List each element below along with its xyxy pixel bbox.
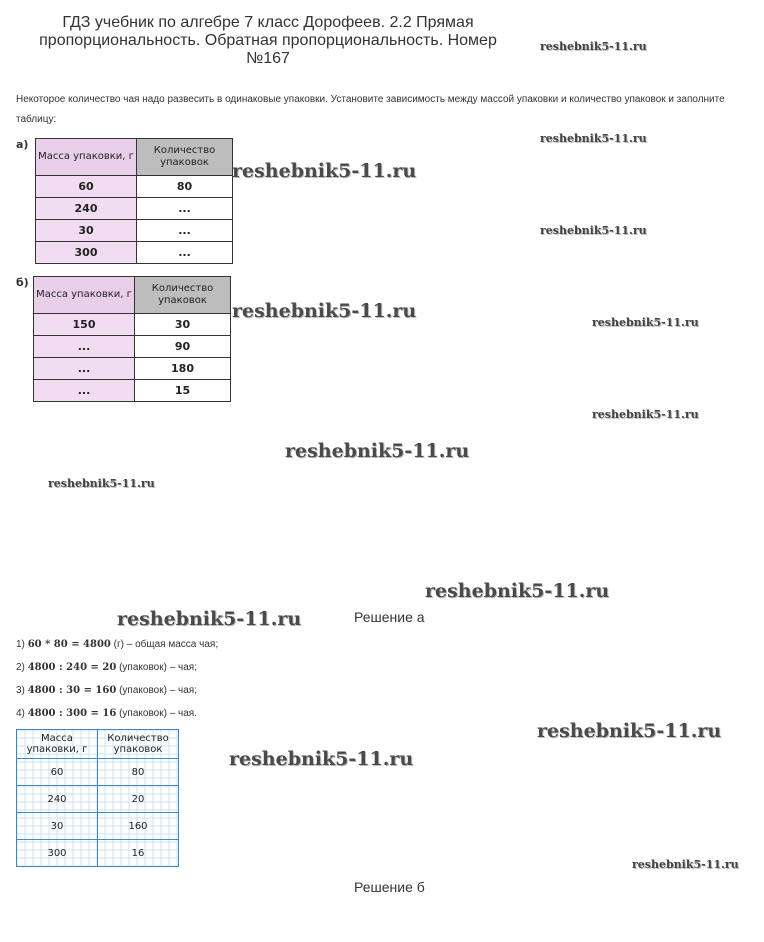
table-row — [36, 220, 233, 242]
page-title: ГДЗ учебник по алгебре 7 класс Дорофеев. 2.2 Прямая пропорциональность. Обратная пропорциональность. Номер №167 — [39, 14, 497, 67]
table-row — [34, 336, 231, 358]
table-a-header-count: Количество упаковок — [137, 139, 233, 176]
solution-a-table — [16, 729, 179, 867]
table-cell: 160 — [98, 813, 179, 840]
watermark: reshebnik5-11.ru — [232, 300, 417, 322]
task-text: Некоторое количество чая надо развесить в одинаковые упаковки. Установите зависимость между массой упаковки и количество упаковок и заполните таблицу: — [16, 94, 725, 125]
watermark: reshebnik5-11.ru — [632, 858, 739, 871]
table-cell: 16 — [98, 840, 179, 867]
watermark: reshebnik5-11.ru — [117, 608, 302, 630]
table-row — [34, 380, 231, 402]
watermark: reshebnik5-11.ru — [48, 477, 155, 490]
table-row — [17, 786, 179, 813]
watermark: reshebnik5-11.ru — [540, 40, 647, 53]
watermark: reshebnik5-11.ru — [537, 720, 722, 742]
table-row — [34, 314, 231, 336]
table-cell: ... — [137, 242, 233, 264]
watermark: reshebnik5-11.ru — [592, 408, 699, 421]
table-row — [36, 176, 233, 198]
table-cell: 30 — [17, 813, 98, 840]
table-cell: 240 — [17, 786, 98, 813]
table-b-header-mass: Масса упаковки, г — [34, 277, 135, 314]
watermark: reshebnik5-11.ru — [540, 132, 647, 145]
table-cell: 80 — [98, 759, 179, 786]
solution-step — [16, 639, 218, 650]
table-cell: 150 — [34, 314, 135, 336]
watermark: reshebnik5-11.ru — [592, 316, 699, 329]
table-cell: 30 — [135, 314, 231, 336]
table-cell: ... — [137, 198, 233, 220]
solution-b-heading: Решение б — [354, 879, 425, 895]
table-a-label: а) — [16, 138, 29, 151]
step-expression: 4800 : 300 = 16 — [27, 708, 117, 719]
table-cell: 15 — [135, 380, 231, 402]
solution-header-count: Количество упаковок — [98, 730, 179, 759]
step-number: 3) — [16, 685, 25, 696]
table-b — [33, 276, 231, 402]
step-number: 2) — [16, 662, 25, 673]
step-note: (упаковок) – чая; — [119, 685, 197, 696]
table-a-header-mass: Масса упаковки, г — [36, 139, 137, 176]
watermark: reshebnik5-11.ru — [232, 160, 417, 182]
step-note: (упаковок) – чая. — [119, 708, 197, 719]
table-cell: ... — [34, 358, 135, 380]
solution-step — [16, 685, 197, 696]
table-cell: 180 — [135, 358, 231, 380]
table-cell: 300 — [36, 242, 137, 264]
step-expression: 4800 : 240 = 20 — [27, 662, 117, 673]
table-a — [35, 138, 233, 264]
table-row — [36, 198, 233, 220]
watermark: reshebnik5-11.ru — [540, 224, 647, 237]
table-cell: 30 — [36, 220, 137, 242]
table-cell: 240 — [36, 198, 137, 220]
step-number: 1) — [16, 639, 25, 650]
watermark: reshebnik5-11.ru — [425, 580, 610, 602]
table-row — [17, 813, 179, 840]
step-expression: 60 * 80 = 4800 — [27, 639, 111, 650]
table-cell: 60 — [36, 176, 137, 198]
table-cell: 20 — [98, 786, 179, 813]
table-row — [17, 759, 179, 786]
table-cell: ... — [137, 220, 233, 242]
solution-a-heading: Решение а — [354, 609, 425, 625]
step-note: (г) – общая масса чая; — [113, 639, 219, 650]
watermark: reshebnik5-11.ru — [285, 440, 470, 462]
step-expression: 4800 : 30 = 160 — [27, 685, 117, 696]
table-b-label: б) — [16, 276, 29, 289]
table-b-header-count: Количество упаковок — [135, 277, 231, 314]
solution-step — [16, 708, 197, 719]
table-row — [36, 242, 233, 264]
table-cell: ... — [34, 380, 135, 402]
table-cell: ... — [34, 336, 135, 358]
watermark: reshebnik5-11.ru — [229, 748, 414, 770]
solution-header-mass: Масса упаковки, г — [17, 730, 98, 759]
table-cell: 90 — [135, 336, 231, 358]
step-note: (упаковок) – чая; — [119, 662, 197, 673]
table-row — [17, 840, 179, 867]
table-row — [34, 358, 231, 380]
step-number: 4) — [16, 708, 25, 719]
solution-step — [16, 662, 197, 673]
table-cell: 80 — [137, 176, 233, 198]
table-cell: 300 — [17, 840, 98, 867]
table-cell: 60 — [17, 759, 98, 786]
